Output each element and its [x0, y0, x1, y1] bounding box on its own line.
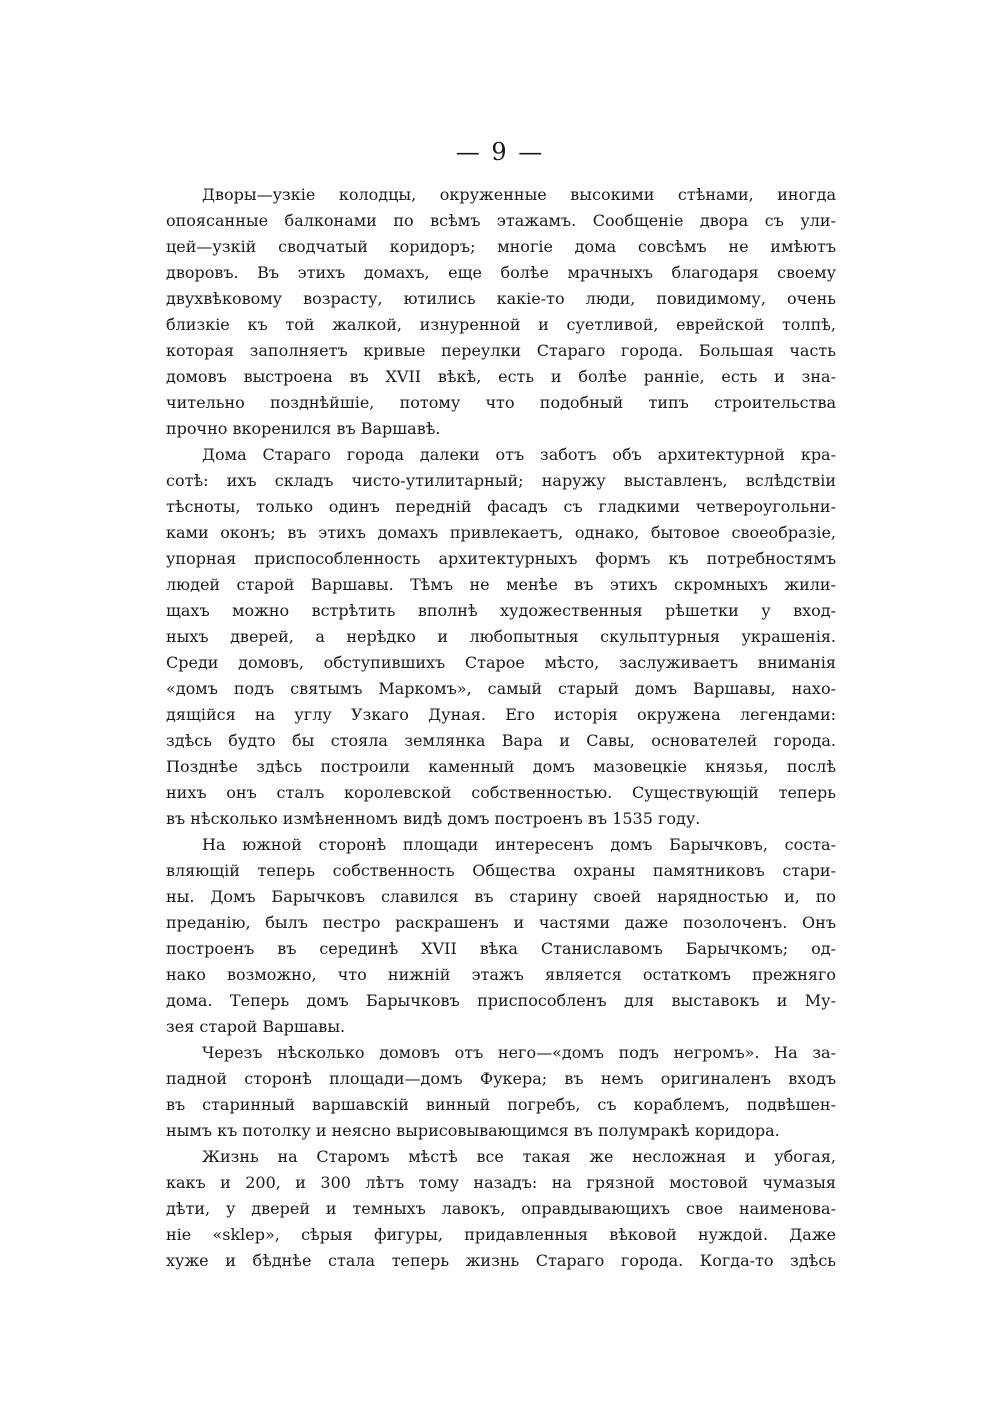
page-number: — 9 — — [455, 138, 545, 166]
text-line: опоясанные балконами по всѣмъ этажамъ. Сообщеніе двора съ ули- — [166, 211, 836, 230]
text-line: построенъ въ серединѣ XVII вѣка Станиславомъ Барычкомъ; од- — [166, 939, 836, 958]
text-line: двухвѣковому возрасту, ютились какіе-то люди, повидимому, очень — [166, 289, 836, 308]
paragraph-3 — [166, 835, 836, 1043]
text-line: ками оконъ; въ этихъ домахъ привлекаетъ, однако, бытовое своеобразіе, — [166, 523, 836, 542]
text-line: упорная приспособленность архитектурныхъ формъ къ потребностямъ — [166, 549, 836, 568]
text-body — [166, 185, 836, 1277]
paragraph-4 — [166, 1043, 836, 1147]
text-line: Среди домовъ, обступившихъ Старое мѣсто, заслуживаетъ вниманія — [166, 653, 836, 672]
text-line: людей старой Варшавы. Тѣмъ не менѣе въ этихъ скромныхъ жили- — [166, 575, 836, 594]
text-line: сотѣ: ихъ складъ чисто-утилитарный; наружу выставленъ, вслѣдствіи — [166, 471, 836, 490]
text-line: цей—узкій сводчатый коридоръ; многіе дома совсѣмъ не имѣютъ — [166, 237, 836, 256]
text-line: Дворы—узкіе колодцы, окруженные высокими стѣнами, иногда — [202, 185, 836, 204]
text-line: дома. Теперь домъ Барычковъ приспособленъ для выставокъ и Му- — [166, 991, 836, 1010]
text-line: вляющій теперь собственность Общества охраны памятниковъ стари- — [166, 861, 836, 880]
text-line: нако возможно, что нижній этажъ является остаткомъ прежняго — [166, 965, 836, 984]
text-line: Черезъ нѣсколько домовъ отъ него—«домъ подъ негромъ». На за- — [202, 1043, 836, 1062]
text-line: щахъ можно встрѣтить вполнѣ художественныя рѣшетки у вход- — [166, 601, 836, 620]
text-line: Позднѣе здѣсь построили каменный домъ мазовецкіе князья, послѣ — [166, 757, 836, 776]
text-line: близкіе къ той жалкой, изнуренной и суетливой, еврейской толпѣ, — [166, 315, 836, 334]
text-line: преданію, былъ пестро раскрашенъ и частями даже позолоченъ. Онъ — [166, 913, 836, 932]
text-line: дѣти, у дверей и темныхъ лавокъ, оправдывающихъ свое наименова- — [166, 1199, 836, 1218]
text-line: падной сторонѣ площади—домъ Фукера; въ немъ оригиналенъ входъ — [166, 1069, 836, 1088]
text-line: Жизнь на Старомъ мѣстѣ все такая же несложная и убогая, — [202, 1147, 836, 1166]
text-line: нымъ къ потолку и неясно вырисовывающимся въ полумракѣ коридора. — [166, 1121, 780, 1140]
text-line: чительно позднѣйшіе, потому что подобный типъ строительства — [166, 393, 836, 412]
text-line: какъ и 200, и 300 лѣтъ тому назадъ: на грязной мостовой чумазыя — [166, 1173, 836, 1192]
text-line: нихъ онъ сталъ королевской собственностью. Существующій теперь — [166, 783, 836, 802]
text-line: которая заполняетъ кривые переулки Стараго города. Большая часть — [166, 341, 836, 360]
text-line: дворовъ. Въ этихъ домахъ, еще болѣе мрачныхъ благодаря своему — [166, 263, 836, 282]
text-line: въ нѣсколько измѣненномъ видѣ домъ построенъ въ 1535 году. — [166, 809, 701, 828]
text-line: хуже и бѣднѣе стала теперь жизнь Стараго города. Когда-то здѣсь — [166, 1251, 836, 1270]
text-line: ніе «sklep», сѣрыя фигуры, придавленныя вѣковой нуждой. Даже — [166, 1225, 836, 1244]
text-line: зея старой Варшавы. — [166, 1017, 346, 1036]
paragraph-1 — [166, 185, 836, 445]
text-line: прочно вкоренился въ Варшавѣ. — [166, 419, 441, 438]
text-line: дящійся на углу Узкаго Дуная. Его исторія окружена легендами: — [166, 705, 836, 724]
text-line: «домъ подъ святымъ Маркомъ», самый старый домъ Варшавы, нахо- — [166, 679, 836, 698]
text-line: здѣсь будто бы стояла землянка Вара и Савы, основателей города. — [166, 731, 836, 750]
text-line: ныхъ дверей, а нерѣдко и любопытныя скульптурныя украшенія. — [166, 627, 836, 646]
text-line: тѣсноты, только одинъ передній фасадъ съ гладкими четвероугольни- — [166, 497, 836, 516]
paragraph-5 — [166, 1147, 836, 1277]
text-line: Дома Стараго города далеки отъ заботъ объ архитектурной кра- — [202, 445, 836, 464]
text-line: На южной сторонѣ площади интересенъ домъ Барычковъ, соста- — [202, 835, 836, 854]
paragraph-2 — [166, 445, 836, 835]
text-line: домовъ выстроена въ XVII вѣкѣ, есть и болѣе ранніе, есть и зна- — [166, 367, 836, 386]
text-line: въ старинный варшавскій винный погребъ, съ кораблемъ, подвѣшен- — [166, 1095, 836, 1114]
text-line: ны. Домъ Барычковъ славился въ старину своей нарядностью и, по — [166, 887, 836, 906]
